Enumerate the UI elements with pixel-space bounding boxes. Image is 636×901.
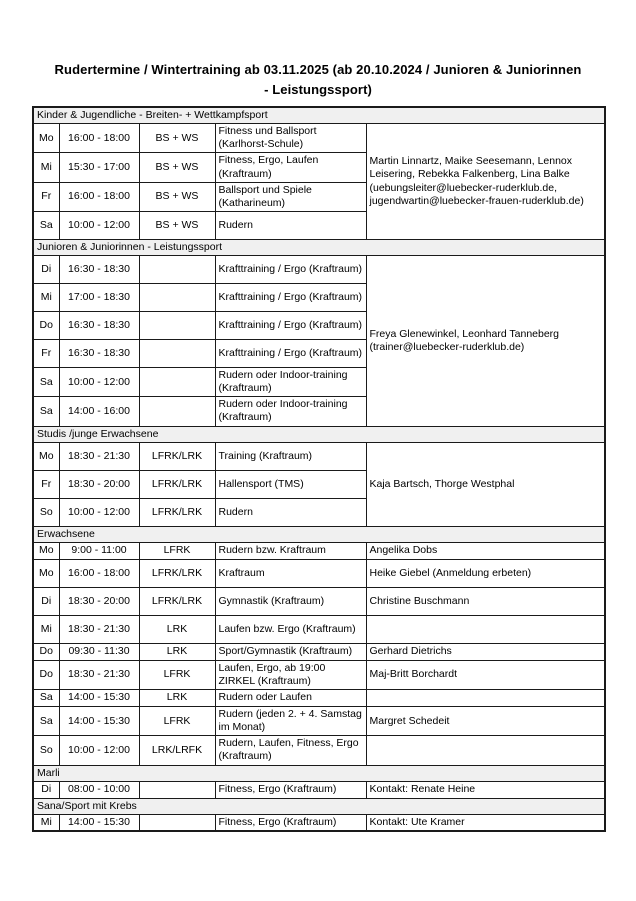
time-cell: 18:30 - 21:30	[59, 615, 139, 643]
time-cell: 16:00 - 18:00	[59, 124, 139, 153]
group-cell: LFRK/LRK	[139, 559, 215, 587]
schedule-row	[33, 781, 605, 798]
day-cell: Mo	[33, 124, 59, 153]
section-header-label: Studis /junge Erwachsene	[33, 426, 605, 442]
day-cell: Fr	[33, 340, 59, 368]
time-cell: 16:30 - 18:30	[59, 312, 139, 340]
contact-cell: Maj-Britt Borchardt	[366, 660, 605, 689]
activity-cell: Rudern oder Indoor-training (Kraftraum)	[215, 368, 366, 397]
activity-cell: Fitness und Ballsport (Karlhorst-Schule)	[215, 124, 366, 153]
group-cell	[139, 368, 215, 397]
section-header-row	[33, 239, 605, 255]
activity-cell: Sport/Gymnastik (Kraftraum)	[215, 643, 366, 660]
time-cell: 9:00 - 11:00	[59, 542, 139, 559]
schedule-row	[33, 542, 605, 559]
group-cell	[139, 781, 215, 798]
group-cell	[139, 397, 215, 426]
day-cell: Di	[33, 587, 59, 615]
activity-cell: Training (Kraftraum)	[215, 442, 366, 470]
activity-cell: Krafttraining / Ergo (Kraftraum)	[215, 312, 366, 340]
time-cell: 16:00 - 18:00	[59, 559, 139, 587]
section-header-label: Junioren & Juniorinnen - Leistungssport	[33, 239, 605, 255]
group-cell: BS + WS	[139, 124, 215, 153]
day-cell: Sa	[33, 690, 59, 707]
time-cell: 10:00 - 12:00	[59, 736, 139, 765]
group-cell: LRK	[139, 643, 215, 660]
schedule-row	[33, 690, 605, 707]
activity-cell: Fitness, Ergo, Laufen (Kraftraum)	[215, 153, 366, 182]
activity-cell: Rudern oder Indoor-training (Kraftraum)	[215, 397, 366, 426]
day-cell: Do	[33, 312, 59, 340]
time-cell: 14:00 - 15:30	[59, 707, 139, 736]
group-cell	[139, 340, 215, 368]
group-cell: LRK	[139, 615, 215, 643]
schedule-body	[33, 107, 605, 831]
time-cell: 10:00 - 12:00	[59, 368, 139, 397]
day-cell: So	[33, 498, 59, 526]
day-cell: Sa	[33, 368, 59, 397]
day-cell: Mo	[33, 442, 59, 470]
schedule-row	[33, 643, 605, 660]
group-cell: LFRK/LRK	[139, 442, 215, 470]
group-cell: LFRK/LRK	[139, 498, 215, 526]
time-cell: 18:30 - 21:30	[59, 442, 139, 470]
schedule-row	[33, 442, 605, 470]
activity-cell: Kraftraum	[215, 559, 366, 587]
group-cell: LRK/LRFK	[139, 736, 215, 765]
time-cell: 09:30 - 11:30	[59, 643, 139, 660]
activity-cell: Rudern (jeden 2. + 4. Samstag im Monat)	[215, 707, 366, 736]
contact-cell: Gerhard Dietrichs	[366, 643, 605, 660]
page-title: Rudertermine / Wintertraining ab 03.11.2025 (ab 20.10.2024 / Junioren & Juniorinnen - Leistungssport)	[54, 62, 582, 97]
day-cell: Mi	[33, 615, 59, 643]
activity-cell: Rudern, Laufen, Fitness, Ergo (Kraftraum)	[215, 736, 366, 765]
time-cell: 14:00 - 16:00	[59, 397, 139, 426]
activity-cell: Ballsport und Spiele (Katharineum)	[215, 182, 366, 211]
group-cell: BS + WS	[139, 153, 215, 182]
day-cell: Di	[33, 256, 59, 284]
group-cell: LFRK/LRK	[139, 587, 215, 615]
contact-cell: Angelika Dobs	[366, 542, 605, 559]
time-cell: 14:00 - 15:30	[59, 814, 139, 831]
schedule-row	[33, 124, 605, 153]
day-cell: Do	[33, 643, 59, 660]
schedule-row	[33, 256, 605, 284]
day-cell: Mi	[33, 814, 59, 831]
activity-cell: Laufen bzw. Ergo (Kraftraum)	[215, 615, 366, 643]
contact-cell: Margret Schedeit	[366, 707, 605, 736]
day-cell: Fr	[33, 182, 59, 211]
contact-cell: Martin Linnartz, Maike Seesemann, Lennox Leisering, Rebekka Falkenberg, Lina Balke (uebungsleiter@luebecker-ruderklub.de, jugendwartin@luebecker-frauen-ruderklub.de)	[366, 124, 605, 240]
section-header-row	[33, 426, 605, 442]
training-schedule-table	[32, 106, 606, 832]
activity-cell: Krafttraining / Ergo (Kraftraum)	[215, 340, 366, 368]
section-header-row	[33, 526, 605, 542]
day-cell: So	[33, 736, 59, 765]
time-cell: 14:00 - 15:30	[59, 690, 139, 707]
group-cell: LFRK	[139, 542, 215, 559]
group-cell	[139, 256, 215, 284]
group-cell	[139, 312, 215, 340]
group-cell	[139, 284, 215, 312]
day-cell: Mi	[33, 284, 59, 312]
day-cell: Sa	[33, 397, 59, 426]
section-header-row	[33, 765, 605, 781]
section-header-label: Erwachsene	[33, 526, 605, 542]
contact-cell: Freya Glenewinkel, Leonhard Tanneberg (trainer@luebecker-ruderklub.de)	[366, 256, 605, 427]
activity-cell: Krafttraining / Ergo (Kraftraum)	[215, 256, 366, 284]
contact-cell: Christine Buschmann	[366, 587, 605, 615]
activity-cell: Krafttraining / Ergo (Kraftraum)	[215, 284, 366, 312]
schedule-row	[33, 615, 605, 643]
group-cell: LFRK	[139, 707, 215, 736]
group-cell	[139, 814, 215, 831]
schedule-row	[33, 814, 605, 831]
activity-cell: Gymnastik (Kraftraum)	[215, 587, 366, 615]
time-cell: 18:30 - 20:00	[59, 470, 139, 498]
day-cell: Mo	[33, 559, 59, 587]
group-cell: LFRK	[139, 660, 215, 689]
day-cell: Di	[33, 781, 59, 798]
contact-cell: Heike Giebel (Anmeldung erbeten)	[366, 559, 605, 587]
time-cell: 18:30 - 20:00	[59, 587, 139, 615]
time-cell: 17:00 - 18:30	[59, 284, 139, 312]
section-header-label: Sana/Sport mit Krebs	[33, 798, 605, 814]
section-header-row	[33, 798, 605, 814]
schedule-row	[33, 587, 605, 615]
schedule-row	[33, 660, 605, 689]
contact-cell: Kontakt: Renate Heine	[366, 781, 605, 798]
contact-cell: Kaja Bartsch, Thorge Westphal	[366, 442, 605, 526]
activity-cell: Rudern	[215, 498, 366, 526]
activity-cell: Hallensport (TMS)	[215, 470, 366, 498]
time-cell: 10:00 - 12:00	[59, 498, 139, 526]
time-cell: 08:00 - 10:00	[59, 781, 139, 798]
day-cell: Fr	[33, 470, 59, 498]
schedule-row	[33, 559, 605, 587]
day-cell: Mi	[33, 153, 59, 182]
activity-cell: Rudern bzw. Kraftraum	[215, 542, 366, 559]
activity-cell: Fitness, Ergo (Kraftraum)	[215, 781, 366, 798]
activity-cell: Rudern	[215, 211, 366, 239]
contact-cell	[366, 690, 605, 707]
group-cell: BS + WS	[139, 211, 215, 239]
time-cell: 16:30 - 18:30	[59, 340, 139, 368]
day-cell: Do	[33, 660, 59, 689]
section-header-label: Marli	[33, 765, 605, 781]
time-cell: 18:30 - 21:30	[59, 660, 139, 689]
group-cell: LRK	[139, 690, 215, 707]
contact-cell: Kontakt: Ute Kramer	[366, 814, 605, 831]
day-cell: Sa	[33, 707, 59, 736]
time-cell: 16:00 - 18:00	[59, 182, 139, 211]
group-cell: LFRK/LRK	[139, 470, 215, 498]
section-header-row	[33, 107, 605, 124]
contact-cell	[366, 736, 605, 765]
contact-cell	[366, 615, 605, 643]
group-cell: BS + WS	[139, 182, 215, 211]
time-cell: 15:30 - 17:00	[59, 153, 139, 182]
activity-cell: Laufen, Ergo, ab 19:00 ZIRKEL (Kraftraum)	[215, 660, 366, 689]
day-cell: Mo	[33, 542, 59, 559]
schedule-row	[33, 707, 605, 736]
time-cell: 16:30 - 18:30	[59, 256, 139, 284]
section-header-label: Kinder & Jugendliche - Breiten- + Wettkampfsport	[33, 107, 605, 124]
activity-cell: Fitness, Ergo (Kraftraum)	[215, 814, 366, 831]
schedule-row	[33, 736, 605, 765]
activity-cell: Rudern oder Laufen	[215, 690, 366, 707]
time-cell: 10:00 - 12:00	[59, 211, 139, 239]
day-cell: Sa	[33, 211, 59, 239]
